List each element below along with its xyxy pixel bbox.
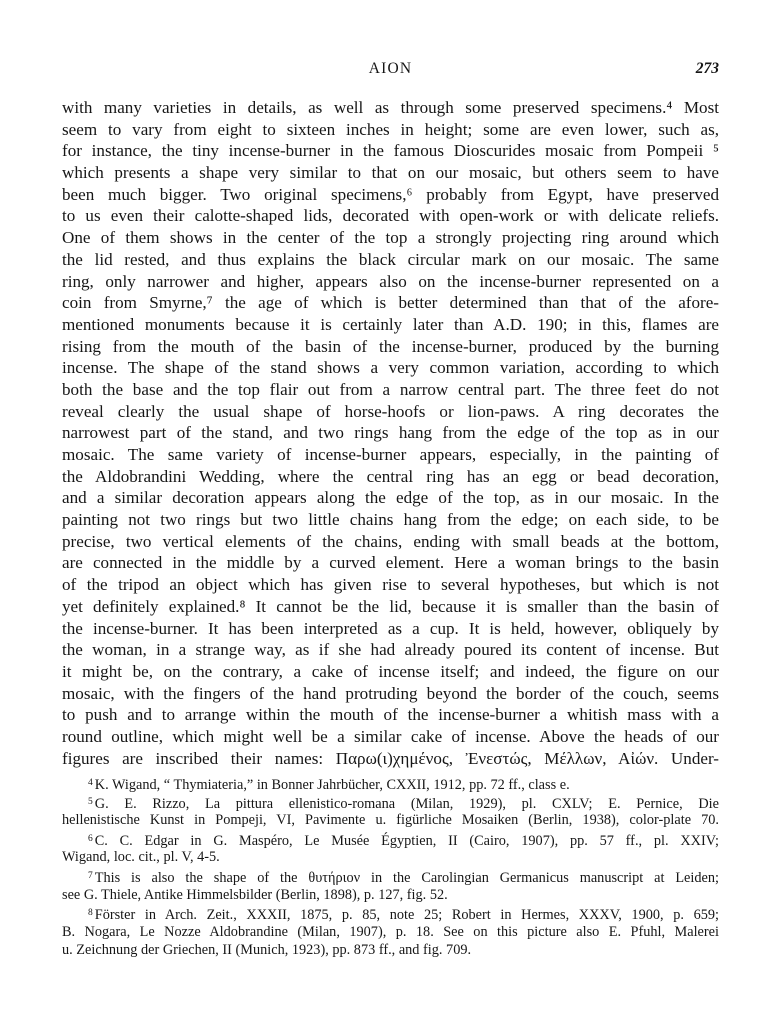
body-line: mosaic, with the fingers of the hand protruding beyond the border of the couch, seems	[62, 683, 719, 703]
body-line: painting not two rings but two little chains hang from the edge; on each side, to be	[62, 510, 719, 530]
body-line: narrowest part of the stand, and two rings hang from the edge of the top as in our	[62, 423, 719, 443]
body-line: yet definitely explained.⁸ It cannot be the lid, because it is smaller than the basin of	[62, 596, 719, 616]
body-line: for instance, the tiny incense-burner in the famous Dioscurides mosaic from Pompeii ⁵	[62, 141, 719, 161]
body-line: to push and to arrange within the mouth of the incense-burner a whitish mass with a	[62, 705, 719, 725]
body-line: precise, two vertical elements of the chains, ending with small beads at the bottom,	[62, 531, 719, 551]
footnote-marker: 5	[88, 796, 93, 807]
footnotes	[62, 774, 719, 960]
body-line: both the base and the top flair out from a narrow central part. The three feet do not	[62, 379, 719, 399]
footnote-line	[62, 793, 719, 812]
footnote-line	[62, 830, 719, 849]
body-line: and a similar decoration appears along the edge of the top, as in our mosaic. In the	[62, 488, 719, 508]
footnote-text: B. Nogara, Le Nozze Aldobrandine (Milan, 1907), p. 18. See on this picture also E. Pfuhl, Malerei	[62, 923, 719, 940]
body-text	[62, 97, 719, 769]
footnote-line	[62, 923, 719, 942]
footnote-text: C. C. Edgar in G. Maspéro, Le Musée Égyptien, II (Cairo, 1907), pp. 57 ff., pl. XXIV;	[94, 832, 719, 849]
body-line: of the tripod an object which has given rise to several hypotheses, but which is not	[62, 575, 719, 595]
footnote-text: K. Wigand, “ Thymiateria,” in Bonner Jahrbücher, CXXII, 1912, pp. 72 ff., class e.	[94, 777, 570, 793]
footnote-marker: 6	[88, 833, 93, 844]
footnote-marker: 4	[88, 778, 93, 788]
body-line: the lid rested, and thus explains the black circular mark on our mosaic. The same	[62, 249, 719, 269]
body-line: which presents a shape very similar to that on our mosaic, but others seem to have	[62, 163, 719, 183]
body-line: One of them shows in the center of the top a strongly projecting ring around which	[62, 228, 719, 248]
running-title: AION	[368, 60, 413, 77]
body-line: ring, only narrower and higher, appears also on the incense-burner represented on a	[62, 271, 719, 291]
footnote-line	[62, 848, 719, 867]
body-line: with many varieties in details, as well as through some preserved specimens.⁴ Most	[62, 98, 719, 117]
body-line: the incense-burner. It has been interpreted as a cup. It is held, however, obliquely by	[62, 618, 719, 638]
footnote-text: G. E. Rizzo, La pittura ellenistico-romana (Milan, 1929), pl. CXLV; E. Pernice, Die	[94, 795, 719, 812]
footnote-line	[62, 811, 719, 830]
body-line: round outline, which might well be a similar cake of incense. Above the heads of our	[62, 726, 719, 746]
running-header	[62, 60, 719, 82]
body-line: the woman, in a strange way, as if she had already poured its content of incense. But	[62, 640, 719, 660]
footnote-text: see G. Thiele, Antike Himmelsbilder (Berlin, 1898), p. 127, fig. 52.	[62, 886, 448, 903]
body-line: incense. The shape of the stand shows a very common variation, according to which	[62, 358, 719, 378]
body-line: rising from the mouth of the basin of the incense-burner, produced by the burning	[62, 336, 719, 356]
footnote-line	[62, 867, 719, 886]
footnote-line	[62, 941, 719, 960]
body-line: mentioned monuments because it is certainly later than A.D. 190; in this, flames are	[62, 314, 719, 334]
body-line: been much bigger. Two original specimens,⁶ probably from Egypt, have preserved	[62, 184, 719, 204]
body-line: are connected in the middle by a curved element. Here a woman brings to the basin	[62, 553, 719, 573]
body-line: the Aldobrandini Wedding, where the central ring has an egg or bead decoration,	[62, 466, 719, 486]
footnote-marker: 7	[88, 870, 93, 881]
footnote-text: Wigand, loc. cit., pl. V, 4-5.	[62, 849, 220, 866]
footnote-text: u. Zeichnung der Griechen, II (Munich, 1923), pp. 873 ff., and fig. 709.	[62, 942, 472, 959]
footnote-line	[62, 904, 719, 923]
body-line: reveal clearly the usual shape of horse-hoofs or lion-paws. A ring decorates the	[62, 401, 719, 421]
footnote-text: hellenistische Kunst in Pompeji, VI, Pavimente u. figürliche Mosaiken (Berlin, 1938), color-plate 70.	[62, 812, 719, 829]
body-line: coin from Smyrne,⁷ the age of which is better determined than that of the afore-	[62, 293, 719, 313]
page-number: 273	[695, 60, 719, 77]
footnote-text: This is also the shape of the θυτήριον in the Carolingian Germanicus manuscript at Leiden;	[94, 869, 719, 886]
footnote-line	[62, 886, 719, 905]
footnote-text: Förster in Arch. Zeit., XXXII, 1875, p. 85, note 25; Robert in Hermes, XXXV, 1900, p. 659;	[94, 907, 719, 924]
body-line: seem to vary from eight to sixteen inches in height; some are even lower, such as,	[62, 119, 719, 139]
body-line: it might be, on the contrary, a cake of incense itself; and indeed, the figure on our	[62, 661, 719, 681]
footnote-marker: 8	[88, 908, 93, 919]
body-line: to us even their calotte-shaped lids, decorated with open-work or with delicate reliefs.	[62, 206, 719, 226]
body-line: figures are inscribed their names: Παρω(ι)χημένος, Ἐνεστώς, Μέλλων, Αἰών. Under-	[62, 748, 719, 768]
footnote-line	[62, 774, 719, 793]
body-line: mosaic. The same variety of incense-burner appears, especially, in the painting of	[62, 445, 719, 464]
